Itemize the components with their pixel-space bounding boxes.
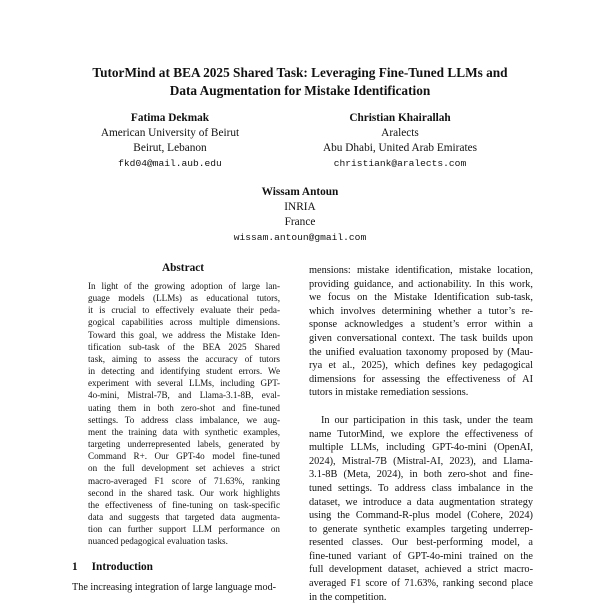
author-email: christiank@aralects.com: [333, 158, 467, 169]
author-email: fkd04@mail.aub.edu: [118, 158, 222, 169]
abstract-body: [88, 280, 280, 547]
abstract-line: tification sub-task of the BEA 2025 Shared: [88, 341, 280, 352]
author-affiliation: Aralects: [381, 127, 419, 139]
author-block-2: [310, 111, 490, 171]
text-line: averaged F1 score of 71.63%, ranking second place: [309, 578, 533, 590]
author-location: France: [284, 216, 316, 228]
paper-title: [40, 64, 560, 100]
abstract-line: the effectiveness of fine-tuning on task-specific: [88, 499, 280, 510]
text-line: multiple LLMs, including GPT-4o-mini (OpenAI,: [309, 442, 533, 454]
text-line: fine-tuned variant of GPT-4o-mini trained on the: [309, 550, 533, 562]
text-line: name TutorMind, we explore the effectiveness of: [309, 428, 533, 440]
text-line: tuned settings. To address class imbalance in the: [309, 482, 533, 494]
paragraph-participation: [309, 414, 533, 604]
abstract-line: guage models (LLMs) as educational tutors,: [88, 293, 280, 304]
section-number: 1: [72, 561, 78, 573]
abstract-line: Toward this goal, we address the Mistake Iden-: [88, 329, 280, 340]
introduction-first-line: The increasing integration of large language mod-: [72, 582, 277, 593]
text-line: to generate synthetic examples targeting underrep-: [309, 523, 533, 535]
text-line: dataset, we introduce a data augmentation strategy: [309, 496, 533, 508]
text-line: dimensions for assessing the effectiveness of AI: [309, 373, 533, 385]
abstract-line: in detecting and identifying student errors. We: [88, 366, 280, 377]
text-line: which involves determining whether a tutor’s re-: [309, 305, 533, 317]
abstract-line: tion can further support LLM performance on: [88, 524, 280, 535]
text-line: the unified evaluation taxonomy proposed by (Mau-: [309, 346, 533, 358]
text-line: mensions: mistake identification, mistake location,: [309, 265, 533, 276]
author-name: Fatima Dekmak: [130, 112, 210, 124]
abstract-line: on the full development set achieves a strict: [88, 463, 280, 474]
section-heading-introduction: [72, 561, 153, 573]
abstract-line: second in the shared task. Our work highlights: [88, 487, 280, 498]
author-name: Christian Khairallah: [349, 112, 451, 124]
text-line: 3.1-8B (Meta, 2024), in both zero-shot and fine-: [309, 469, 533, 481]
abstract-line: uating them in both zero-shot and fine-tuned: [88, 402, 280, 413]
text-line: full development dataset, achieved a strict macro-: [309, 564, 533, 576]
author-location: Beirut, Lebanon: [133, 142, 207, 154]
text-line: we focus on the Mistake Identification sub-task,: [309, 292, 533, 304]
abstract-line: it is crucial to effectively evaluate their peda-: [88, 305, 280, 316]
section-title: Introduction: [91, 561, 153, 573]
abstract-line: settings. To address class imbalance, we aug-: [88, 414, 280, 425]
title-line-2: Data Augmentation for Mistake Identification: [169, 83, 431, 98]
abstract-line: ment the training data with synthetic examples,: [88, 426, 280, 437]
author-name: Wissam Antoun: [261, 186, 339, 198]
text-line: sponse acknowledges a student’s error within a: [309, 319, 533, 331]
abstract-line: nuanced pedagogical evaluation tasks.: [88, 536, 228, 547]
author-location: Abu Dhabi, United Arab Emirates: [322, 142, 478, 154]
author-block-1: [88, 111, 252, 171]
abstract-line: data and suggests that targeted data augmenta-: [88, 511, 280, 522]
text-line: providing guidance, and actionability. In this work,: [309, 278, 533, 290]
title-line-1: TutorMind at BEA 2025 Shared Task: Leveraging Fine-Tuned LLMs and: [92, 65, 508, 80]
text-line: In our participation in this task, under the team: [321, 414, 533, 426]
text-line: using the Command-R-plus model (Cohere, 2024): [309, 510, 533, 522]
right-column-text: [309, 264, 533, 604]
abstract-line: Command R+. Our GPT-4o model fine-tuned: [88, 451, 280, 462]
author-affiliation: American University of Beirut: [100, 127, 240, 139]
abstract-line: 4o-mini, Mistral-7B, and Llama-3.1-8B, eval-: [88, 390, 280, 401]
abstract-line: experiment with several LLMs, including GPT-: [88, 378, 280, 389]
abstract-line: In light of the growing adoption of large lan-: [88, 281, 280, 291]
abstract-line: macro-averaged F1 score of 71.63%, ranking: [88, 475, 280, 486]
abstract-line: gogical capabilities across multiple dimensions.: [88, 317, 280, 328]
author-email: wissam.antoun@gmail.com: [233, 232, 367, 243]
author-affiliation: INRIA: [284, 201, 316, 213]
text-line: resented classes. Our best-performing model, a: [309, 537, 533, 549]
paragraph-continued: [309, 264, 533, 400]
abstract-line: task, aiming to assess the accuracy of tutors: [88, 353, 280, 364]
text-line: in the competition.: [309, 591, 387, 603]
text-line: tutors in mistake remediation sessions.: [309, 387, 469, 399]
author-block-3: [200, 185, 400, 245]
text-line: given conversational context. The task builds upon: [309, 332, 533, 344]
abstract-line: targeting underrepresented labels, generated by: [88, 439, 280, 450]
text-line: rya et al., 2025), which defines key pedagogical: [309, 360, 533, 372]
abstract-heading: Abstract: [161, 262, 205, 274]
text-line: 2024), Mistral-7B (Mistral-AI, 2023), and Llama-: [309, 455, 533, 467]
